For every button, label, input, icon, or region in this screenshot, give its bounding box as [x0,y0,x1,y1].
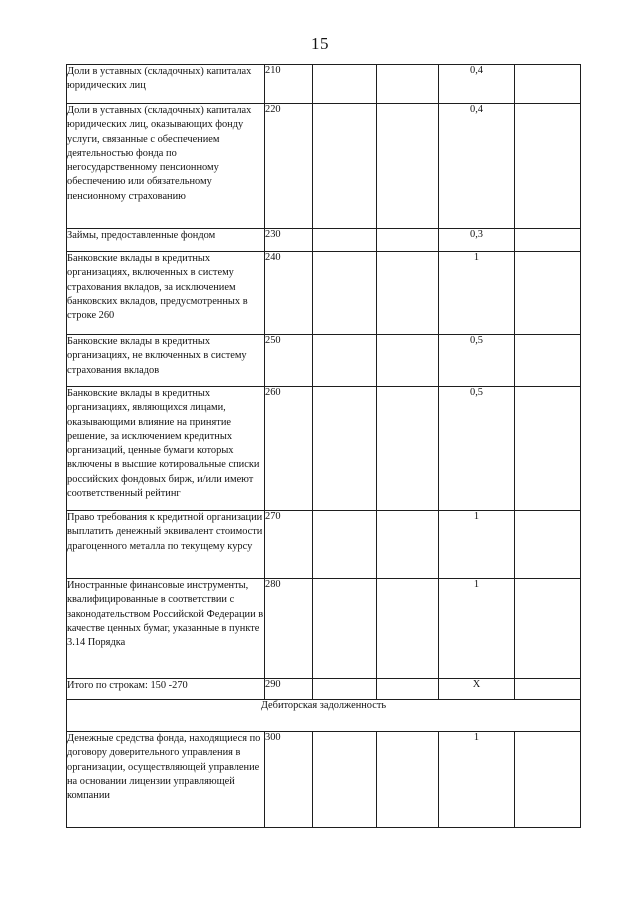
table-row [67,65,581,104]
row-code-cell: 260 [265,387,313,511]
empty-cell [377,579,439,679]
table-row [67,679,581,700]
empty-cell [515,335,581,387]
empty-cell [313,229,377,252]
empty-cell [515,732,581,828]
empty-cell [377,65,439,104]
row-coefficient-cell: 0,5 [439,335,515,387]
row-coefficient-cell: X [439,679,515,700]
row-coefficient-cell: 1 [439,252,515,335]
table-row [67,387,581,511]
row-coefficient-cell: 0,4 [439,65,515,104]
row-coefficient-cell: 0,4 [439,104,515,229]
row-name-cell: Право требования к кредитной организации выплатить денежный эквивалент стоимости драгоценного металла по текущему курсу [67,511,265,579]
empty-cell [313,387,377,511]
row-code-cell: 240 [265,252,313,335]
row-name-cell: Банковские вклады в кредитных организациях, не включенных в систему страхования вкладов [67,335,265,387]
row-code-cell: 230 [265,229,313,252]
page-number: 15 [311,34,329,53]
row-name-cell: Денежные средства фонда, находящиеся по договору доверительного управления в организации, осуществляющей управление на основании лицензии управляющей компании [67,732,265,828]
empty-cell [377,679,439,700]
table-row [67,511,581,579]
empty-cell [515,511,581,579]
empty-cell [515,229,581,252]
requirements-table [66,64,581,828]
empty-cell [313,104,377,229]
empty-cell [313,252,377,335]
row-code-cell: 270 [265,511,313,579]
empty-cell [313,679,377,700]
section-row [67,700,581,732]
table-row [67,229,581,252]
row-coefficient-cell: 1 [439,511,515,579]
row-name-cell: Итого по строкам: 150 -270 [67,679,265,700]
row-name-cell: Займы, предоставленные фондом [67,229,265,252]
row-name-cell: Доли в уставных (складочных) капиталах юридических лиц [67,65,265,104]
row-code-cell: 250 [265,335,313,387]
empty-cell [377,511,439,579]
empty-cell [377,252,439,335]
empty-cell [515,387,581,511]
empty-cell [313,579,377,679]
empty-cell [377,732,439,828]
empty-cell [515,252,581,335]
row-name-cell: Доли в уставных (складочных) капиталах юридических лиц, оказывающих фонду услуги, связанные с обеспечением деятельностью фонда по негосударственному пенсионному обеспечению или обязательному пенсионному страхованию [67,104,265,229]
empty-cell [313,335,377,387]
empty-cell [515,579,581,679]
row-coefficient-cell: 1 [439,579,515,679]
table-row [67,252,581,335]
empty-cell [515,104,581,229]
row-coefficient-cell: 1 [439,732,515,828]
row-code-cell: 210 [265,65,313,104]
row-code-cell: 290 [265,679,313,700]
row-coefficient-cell: 0,5 [439,387,515,511]
row-code-cell: 300 [265,732,313,828]
empty-cell [377,104,439,229]
empty-cell [515,679,581,700]
empty-cell [377,387,439,511]
row-name-cell: Иностранные финансовые инструменты, квалифицированные в соответствии с законодательством Российской Федерации в качестве ценных бумаг, указанные в пункте 3.14 Порядка [67,579,265,679]
table-row [67,335,581,387]
table-row [67,732,581,828]
empty-cell [515,65,581,104]
row-code-cell: 220 [265,104,313,229]
empty-cell [313,732,377,828]
table-row [67,104,581,229]
row-coefficient-cell: 0,3 [439,229,515,252]
empty-cell [313,511,377,579]
row-name-cell: Банковские вклады в кредитных организациях, включенных в систему страхования вкладов, за исключением банковских вкладов, предусмотренных в строке 260 [67,252,265,335]
empty-cell [377,335,439,387]
empty-cell [377,229,439,252]
table-row [67,579,581,679]
section-title: Дебиторская задолженность [67,700,581,732]
empty-cell [313,65,377,104]
row-name-cell: Банковские вклады в кредитных организациях, являющихся лицами, оказывающими влияние на принятие решение, за исключением кредитных организаций, ценные бумаги которых включены в высшие котировальные списки российских фондовых бирж, и/или имеют соответственный рейтинг [67,387,265,511]
row-code-cell: 280 [265,579,313,679]
